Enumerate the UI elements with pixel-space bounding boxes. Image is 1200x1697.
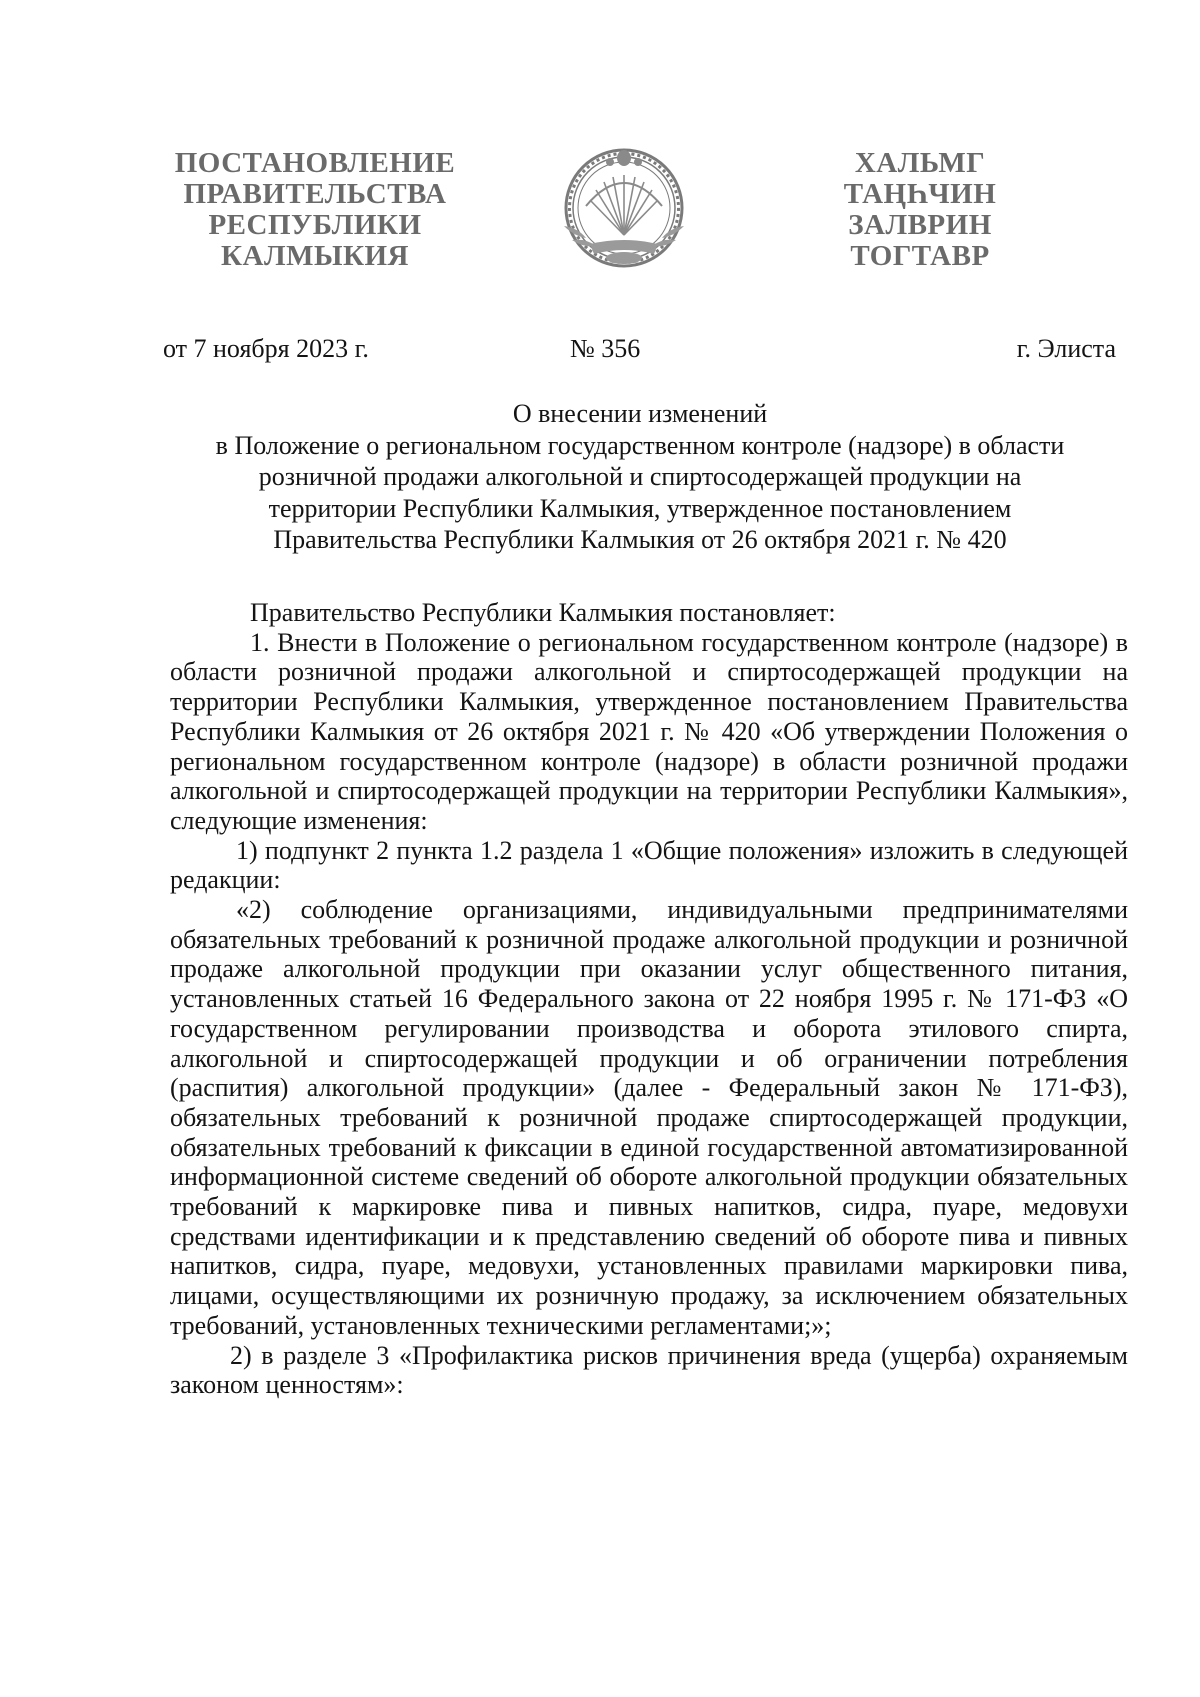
document-city: г. Элиста <box>1016 334 1116 363</box>
header-right-line: ТОГТАВР <box>850 240 990 272</box>
header-right-line: ЗАЛВРИН <box>848 209 992 241</box>
document-meta <box>163 334 1116 370</box>
header-left-line: ПОСТАНОВЛЕНИЕ <box>174 147 456 179</box>
document-number: № 356 <box>570 334 641 363</box>
header-right-title <box>820 148 1020 272</box>
document-body <box>170 598 1128 1400</box>
document-date: от 7 ноября 2023 г. <box>163 334 369 363</box>
header-right-line: ХАЛЬМГ <box>854 147 986 179</box>
title-line: О внесении изменений <box>512 399 768 428</box>
paragraph-preamble: Правительство Республики Калмыкия постановляет: <box>250 598 836 627</box>
paragraph-subitem-2: 2) в разделе 3 «Профилактика рисков причинения вреда (ущерба) охраняемым законом ценностям»: <box>170 1340 1128 1400</box>
title-line: розничной продажи алкогольной и спиртосодержащей продукции на <box>258 462 1022 491</box>
header-left-line: КАЛМЫКИЯ <box>221 240 409 272</box>
header-right-line: ТАҢҺЧИН <box>843 178 997 210</box>
paragraph-item-1: 1. Внести в Положение о региональном государственном контроле (надзоре) в области розничной продажи алкогольной и спиртосодержащей продукции на территории Республики Калмыкия, утвержденное постановлением Правительства Республики Калмыкия от 26 октября 2021 г. № 420 «Об утверждении Положения о региональном государственном контроле (надзоре) в области розничной продажи алкогольной и спиртосодержащей продукции на территории Республики Калмыкия», следующие изменения: <box>170 627 1128 835</box>
document-title <box>160 398 1120 556</box>
title-line: в Положение о региональном государственном контроле (надзоре) в области <box>215 430 1065 460</box>
header-left-title <box>170 148 460 272</box>
header-left-line: РЕСПУБЛИКИ <box>208 209 422 241</box>
paragraph-quote: «2) соблюдение организациями, индивидуальными предпринимателями обязательных требований к розничной продаже алкогольной продукции и розничной продаже алкогольной продукции при оказании услуг общественного питания, установленных статьей 16 Федерального закона от 22 ноября 1995 г. № 171-ФЗ «О государственном регулировании производства и оборота этилового спирта, алкогольной и спиртосодержащей продукции и об ограничении потребления (распития) алкогольной продукции» (далее - Федеральный закон № 171-ФЗ), обязательных требований к розничной продаже спиртосодержащей продукции, обязательных требований к фиксации в единой государственной автоматизированной информационной системе сведений об обороте алкогольной продукции обязательных требований к маркировке пива и пивных напитков, сидра, пуаре, медовухи средствами идентификации и к представлению сведений об обороте пива и пивных напитков, сидра, пуаре, медовухи, установленных правилами маркировки пива, лицами, осуществляющими их розничную продажу, за исключением обязательных требований, установленных техническими регламентами;»; <box>170 895 1128 1340</box>
coat-of-arms-kalmykia-icon <box>550 140 698 275</box>
title-line: Правительства Республики Калмыкия от 26 октября 2021 г. № 420 <box>273 525 1007 554</box>
title-line: территории Республики Калмыкия, утвержденное постановлением <box>268 493 1012 523</box>
header-left-line: ПРАВИТЕЛЬСТВА <box>183 178 447 210</box>
paragraph-subitem-1: 1) подпункт 2 пункта 1.2 раздела 1 «Общие положения» изложить в следующей редакции: <box>170 835 1128 895</box>
